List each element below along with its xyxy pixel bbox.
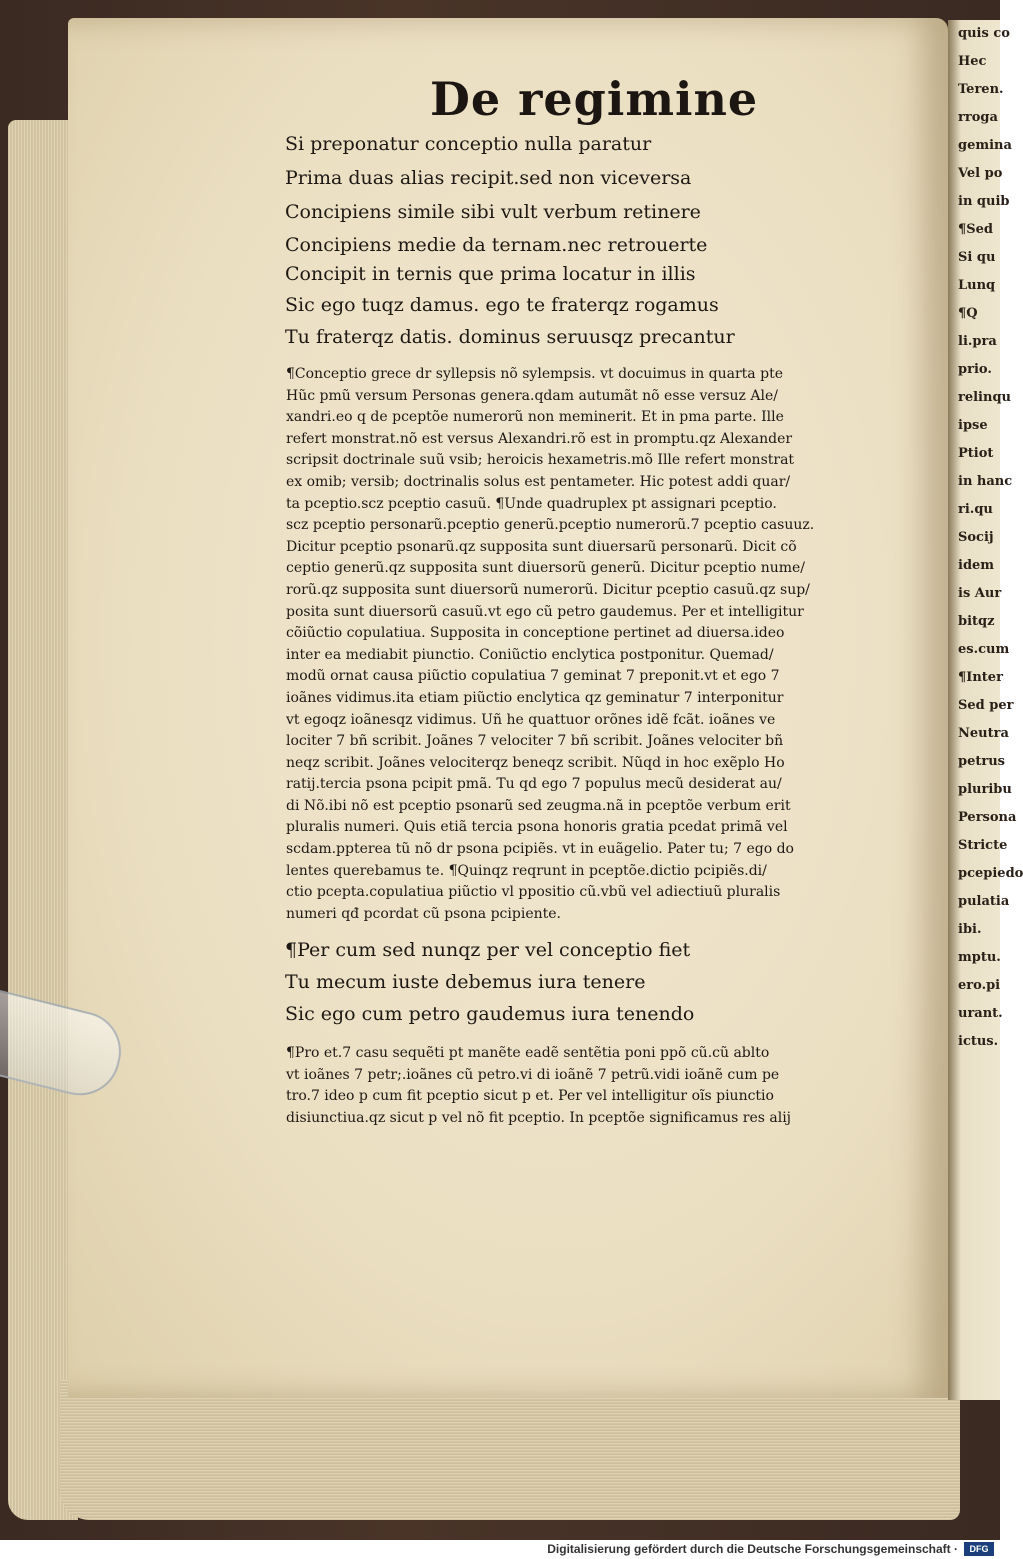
facing-page-text: mptu. (958, 950, 1001, 965)
facing-page-text: Ptiot (958, 446, 994, 461)
facing-page-text: ibi. (958, 922, 982, 937)
commentary-line: lociter 7 bñ scribit. Joãnes 7 velociter 7 bñ scribit. Joãnes velociter bñ (286, 733, 784, 750)
commentary-line: disiunctiua.qz sicut p vel nõ fit pceptio. In pceptõe significamus res alij (286, 1109, 792, 1126)
commentary-line: vt ioãnes 7 petr;.ioãnes cũ petro.vi di ioãnẽ 7 petrũ.vidi ioãnẽ cum pe (286, 1066, 780, 1083)
commentary-line: Hũc pmũ versum Personas genera.qdam autumãt nõ esse versuz Ale/ (286, 387, 778, 404)
facing-page-text: rroga (958, 110, 998, 125)
facing-page-text: Sed per (958, 698, 1014, 713)
facing-page-text: Neutra (958, 726, 1009, 741)
commentary-block-1 (286, 364, 880, 925)
facing-page-text: es.cum (958, 642, 1010, 657)
facing-page-text: ¶Inter (958, 670, 1003, 685)
facing-page-text: Hec (958, 54, 987, 69)
commentary-line: ta pceptio.scz pceptio casuũ. ¶Unde quadruplex pt assignari pceptio. (286, 495, 777, 512)
verse-line: Sic ego cum petro gaudemus iura tenendo (285, 1003, 695, 1025)
dfg-logo: DFG (964, 1542, 994, 1556)
facing-page-text: li.pra (958, 334, 997, 349)
verse-line: Concipiens simile sibi vult verbum retinere (285, 201, 701, 223)
commentary-block-2 (286, 1043, 880, 1129)
verse-line: Tu fraterqz datis. dominus seruusqz precantur (285, 326, 735, 348)
facing-page-text: prio. (958, 362, 992, 377)
commentary-line: modũ ornat causa piũctio copulatiua 7 geminat 7 preponit.vt et ego 7 (286, 668, 780, 685)
commentary-line: inter ea mediabit piunctio. Coniũctio enclytica postponitur. Quemad/ (286, 646, 774, 663)
facing-page-text: Persona (958, 810, 1017, 825)
facing-page-text: in quib (958, 194, 1010, 209)
commentary-line: pluralis numeri. Quis etiã tercia psona honoris gratia pcedat primã vel (286, 819, 788, 836)
commentary-line: ceptio generũ.qz supposita sunt diuersorũ generũ. Dicitur pceptio nume/ (286, 560, 806, 577)
commentary-line: ctio pcepta.copulatiua piũctio vl ppositio cũ.vbũ vel adiectiuũ pluralis (286, 884, 781, 901)
verse-line: Sic ego tuqz damus. ego te fraterqz rogamus (285, 294, 719, 316)
commentary-line: refert monstrat.nõ est versus Alexandri.rõ est in promptu.qz Alexander (286, 430, 793, 447)
facing-page-text: ri.qu (958, 502, 993, 517)
commentary-line: posita sunt diuersorũ casuũ.vt ego cũ petro gaudemus. Per et intelligitur (286, 603, 804, 620)
facing-page-text: ero.pi (958, 978, 1001, 993)
facing-page-text: relinqu (958, 390, 1011, 405)
commentary-line: ex omib; versib; doctrinalis solus est pentameter. Hic potest addi quar/ (286, 473, 791, 490)
facing-page-text: gemina (958, 138, 1012, 153)
facing-page-text: pulatia (958, 894, 1010, 909)
facing-page-text: Lunq (958, 278, 996, 293)
facing-page-text: in hanc (958, 474, 1013, 489)
facing-page-text: urant. (958, 1006, 1003, 1021)
verse-line: Tu mecum iuste debemus iura tenere (285, 971, 646, 993)
facing-page-text: quis co (958, 26, 1010, 41)
commentary-line: Dicitur pceptio psonarũ.qz supposita sunt diuersarũ personarũ. Dicit cõ (286, 538, 797, 555)
facing-page-text: pluribu (958, 782, 1012, 797)
commentary-line: scz pceptio personarũ.pceptio generũ.pceptio numerorũ.7 pceptio casuuz. (286, 517, 815, 534)
facing-page-text: bitqz (958, 614, 995, 629)
facing-page-text: idem (958, 558, 995, 573)
facing-page-text: petrus (958, 754, 1005, 769)
verse-line: Prima duas alias recipit.sed non viceversa (285, 167, 692, 189)
commentary-line: xandri.eo q de pceptõe numerorũ non meminerit. Et in pma parte. Ille (286, 409, 784, 426)
commentary-line: ratij.tercia psona pcipit pmã. Tu qd ego 7 populus mecũ desiderat au/ (286, 776, 782, 793)
funding-credit: Digitalisierung gefördert durch die Deutsche Forschungsgemeinschaft · (547, 1542, 958, 1556)
commentary-line: ioãnes vidimus.ita etiam piũctio enclytica qz geminatur 7 interponitur (286, 689, 784, 706)
commentary-line: ¶Pro et.7 casu sequẽti pt manẽte eadẽ sentẽtia poni ppõ cũ.cũ ablto (286, 1045, 770, 1061)
verse-line: Concipiens medie da ternam.nec retrouerte (285, 234, 708, 256)
verse-line: Si preponatur conceptio nulla paratur (285, 133, 652, 155)
commentary-line: cõiũctio copulatiua. Supposita in conceptione pertinet ad diuersa.ideo (286, 625, 785, 642)
page-edges-bottom (60, 1380, 960, 1520)
commentary-line: numeri qđ pcordat cũ psona pcipiente. (286, 905, 561, 922)
facing-page-fragment (948, 20, 1023, 1400)
facing-page-text: pcepiedo (958, 866, 1023, 881)
facing-page-text: Teren. (958, 82, 1004, 97)
commentary-line: vt egoqz ioãnesqz vidimus. Uñ he quattuor orõnes idẽ fcãt. ioãnes ve (286, 711, 776, 728)
verse-line: Concipit in ternis que prima locatur in illis (285, 263, 696, 285)
commentary-line: rorũ.qz supposita sunt diuersorũ numerorũ. Dicitur pceptio casuũ.qz sup/ (286, 581, 810, 598)
facing-page-text: ictus. (958, 1034, 999, 1049)
facing-page-text: ipse (958, 418, 988, 433)
page-heading: De regimine (430, 72, 759, 126)
facing-page-text: Vel po (958, 166, 1003, 181)
commentary-line: scripsit doctrinale suũ vsib; heroicis hexametris.mõ Ille refert monstrat (286, 452, 795, 469)
facing-page-text: Si qu (958, 250, 996, 265)
commentary-line: tro.7 ideo p cum fit pceptio sicut p et. Per vel intelligitur oĩs piunctio (286, 1088, 774, 1105)
facing-page-text: Stricte (958, 838, 1008, 853)
commentary-line: ¶Conceptio grece dr syllepsis nõ sylempsis. vt docuimus in quarta pte (286, 366, 783, 382)
commentary-line: scdam.ppterea tũ nõ dr psona pcipiẽs. vt in euãgelio. Pater tu; 7 ego do (286, 841, 794, 858)
facing-page-text: is Aur (958, 586, 1002, 601)
facing-page-text: Socij (958, 530, 994, 545)
commentary-line: lentes querebamus te. ¶Quinqz reqrunt in pceptõe.dictio pcipiẽs.di/ (286, 862, 767, 879)
facing-page-text: ¶Q (958, 306, 978, 321)
verse-line: ¶Per cum sed nunqz per vel conceptio fiet (285, 939, 691, 961)
commentary-line: di Nõ.ibi nõ est pceptio psonarũ sed zeugma.nã in pceptõe verbum erit (286, 797, 791, 814)
facing-page-text: ¶Sed (958, 222, 994, 237)
commentary-line: neqz scribit. Joãnes velociterqz beneqz scribit. Nũqd in hoc exẽplo Ho (286, 754, 785, 771)
